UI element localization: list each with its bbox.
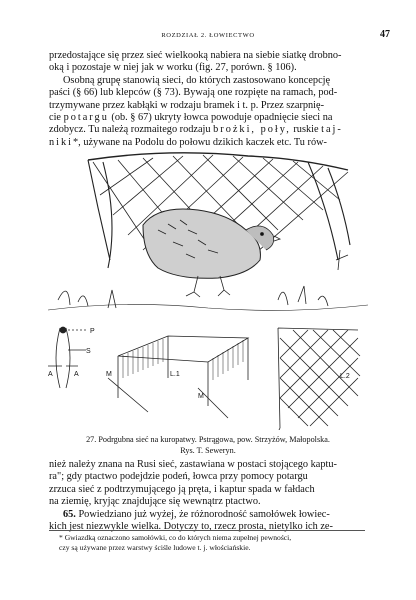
running-header: ROZDZIAŁ 2. ŁOWIECTWO: [161, 32, 255, 39]
paragraph-2: [49, 459, 365, 533]
text-line: [49, 509, 365, 521]
spaced-term-tajniki-end: niki: [49, 136, 74, 148]
label-m-right: M: [198, 393, 204, 400]
caption-line: 27. Podrgubna sieć na kuropatwy. Pstrągowa, pow. Strzyżów, Małopolska.: [86, 435, 330, 444]
caption-line: Rys. T. Seweryn.: [180, 445, 236, 455]
text-line: trzymywane przez kabłąki w rodzaju bramek i t. p. Przez szarpnię-: [49, 99, 325, 111]
label-l2: L.2: [340, 373, 350, 380]
label-p: P: [90, 328, 95, 335]
partridge-net-illustration: [48, 150, 368, 315]
label-a-left: A: [48, 371, 53, 378]
spaced-term-tajniki: taj-: [321, 124, 343, 136]
label-a-right: A: [74, 371, 79, 378]
label-l1: L.1: [170, 371, 180, 378]
text-run: (ob. § 67) ukryty łowca powoduje opadnięcie sieci na: [108, 112, 333, 124]
footnote-line: czy są używane przez warstwy ściśle ludowe t. j. włościańskie.: [59, 542, 251, 552]
text-line: na ziemię, kryjąc znajdujące się wewnątrz ptactwo.: [49, 496, 261, 508]
text-line: paści (§ 66) lub klepców (§ 73). Bywają one rozpięte na ramach, pod-: [49, 87, 338, 99]
text-line: nież należy znana na Rusi sieć, zastawiana w postaci stojącego kaptu-: [49, 459, 337, 470]
spaced-term-potargu: potargu: [63, 112, 109, 124]
page-number: 47: [380, 29, 390, 40]
text-run: ruskie: [290, 124, 322, 136]
text-line: [49, 137, 365, 149]
footnote-line: * Gwiazdką oznaczono samołówki, co do których niema zupełnej pewności,: [59, 533, 292, 542]
text-line: Osobną grupę stanowią sieci, do których zastosowano koncepcję: [63, 74, 331, 86]
footnote-rule: [49, 530, 365, 531]
text-line: ra"; gdy ptactwo podejdzie podeń, łowca przy pomocy potargu: [49, 471, 308, 483]
text-line: [49, 112, 365, 124]
text-run: zdobycz. Tu należą rozmaitego rodzaju: [49, 124, 214, 136]
net-diagrams: [48, 318, 368, 430]
section-number: 65.: [63, 508, 76, 520]
text-line: [49, 124, 365, 136]
text-line: przedostające się przez sieć wielkooką nabiera na siebie siatkę drobno-: [49, 50, 342, 61]
text-run: *, używane na Podolu do połowu dzikich kaczek etc. Tu rów-: [73, 136, 327, 148]
text-line: oką i pozostaje w niej jak w worku (fig. 27, porówn. § 106).: [49, 62, 297, 74]
text-run: Powiedziano już wyżej, że różnorodność samołówek łowiec-: [75, 508, 330, 520]
paragraph-1: [49, 50, 365, 149]
text-line: zrzuca sieć z podtrzymującego ją pręta, i kaptur spada w fałdach: [49, 483, 315, 495]
figure-caption: [40, 435, 376, 456]
spaced-term-brozki: brożki, poły,: [213, 124, 291, 136]
label-m-left: M: [106, 371, 112, 378]
footnote: [49, 533, 365, 552]
label-s: S: [86, 348, 91, 355]
text-run: cie: [49, 112, 64, 124]
text-line: kich jest niezwykle wielka. Dotyczy to, rzecz prosta, nietylko ich ze-: [49, 521, 333, 533]
